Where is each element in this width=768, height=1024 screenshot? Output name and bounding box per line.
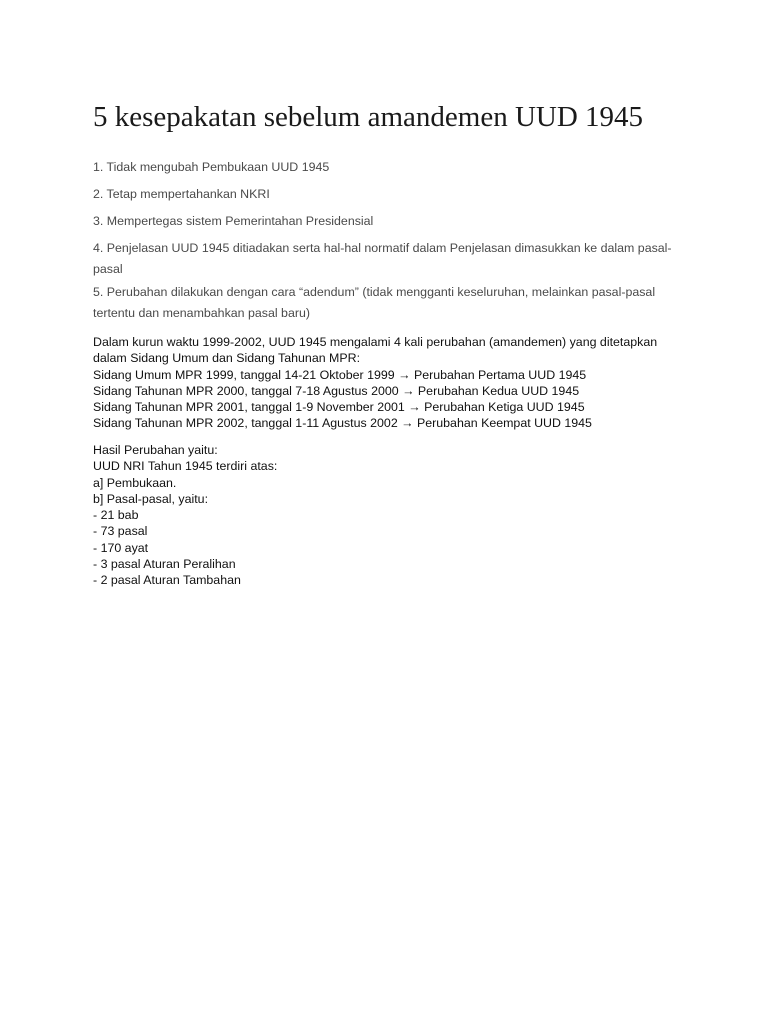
agreement-item: 2. Tetap mempertahankan NKRI [93,187,270,201]
amendment-history [93,334,673,432]
agreement-item: 5. Perubahan dilakukan dengan cara “adendum” (tidak mengganti keseluruhan, melainkan pasal-pasal tertentu dan menambahkan pasal baru) [93,285,656,320]
amendment-results [93,442,673,589]
result-line: - 2 pasal Aturan Tambahan [93,573,241,588]
result-line: - 3 pasal Aturan Peralihan [93,557,236,572]
agreement-item: 4. Penjelasan UUD 1945 ditiadakan serta hal-hal normatif dalam Penjelasan dimasukkan ke dalam pasal-pasal [93,241,672,276]
agreement-item: 3. Mempertegas sistem Pemerintahan Presidensial [93,214,374,228]
amendment-session: Sidang Tahunan MPR 2002, tanggal 1-11 Agustus 2002 → Perubahan Keempat UUD 1945 [93,416,592,431]
amendment-session: Sidang Umum MPR 1999, tanggal 14-21 Oktober 1999 → Perubahan Pertama UUD 1945 [93,367,587,382]
result-line: - 73 pasal [93,524,148,539]
result-heading: Hasil Perubahan yaitu: [93,443,218,457]
page-title: 5 kesepakatan sebelum amandemen UUD 1945 [93,101,644,133]
amendment-intro: Dalam kurun waktu 1999-2002, UUD 1945 mengalami 4 kali perubahan (amandemen) yang ditetapkan dalam Sidang Umum dan Sidang Tahunan MPR: [93,335,658,366]
agreements-list [93,157,673,330]
amendment-session: Sidang Tahunan MPR 2001, tanggal 1-9 November 2001 → Perubahan Ketiga UUD 1945 [93,400,585,415]
agreement-item: 1. Tidak mengubah Pembukaan UUD 1945 [93,160,330,174]
result-line: UUD NRI Tahun 1945 terdiri atas: [93,459,278,474]
result-line: - 21 bab [93,508,139,523]
result-line: a] Pembukaan. [93,475,177,490]
result-line: b] Pasal-pasal, yaitu: [93,491,209,506]
amendment-session: Sidang Tahunan MPR 2000, tanggal 7-18 Agustus 2000 → Perubahan Kedua UUD 1945 [93,383,580,398]
result-line: - 170 ayat [93,540,149,555]
